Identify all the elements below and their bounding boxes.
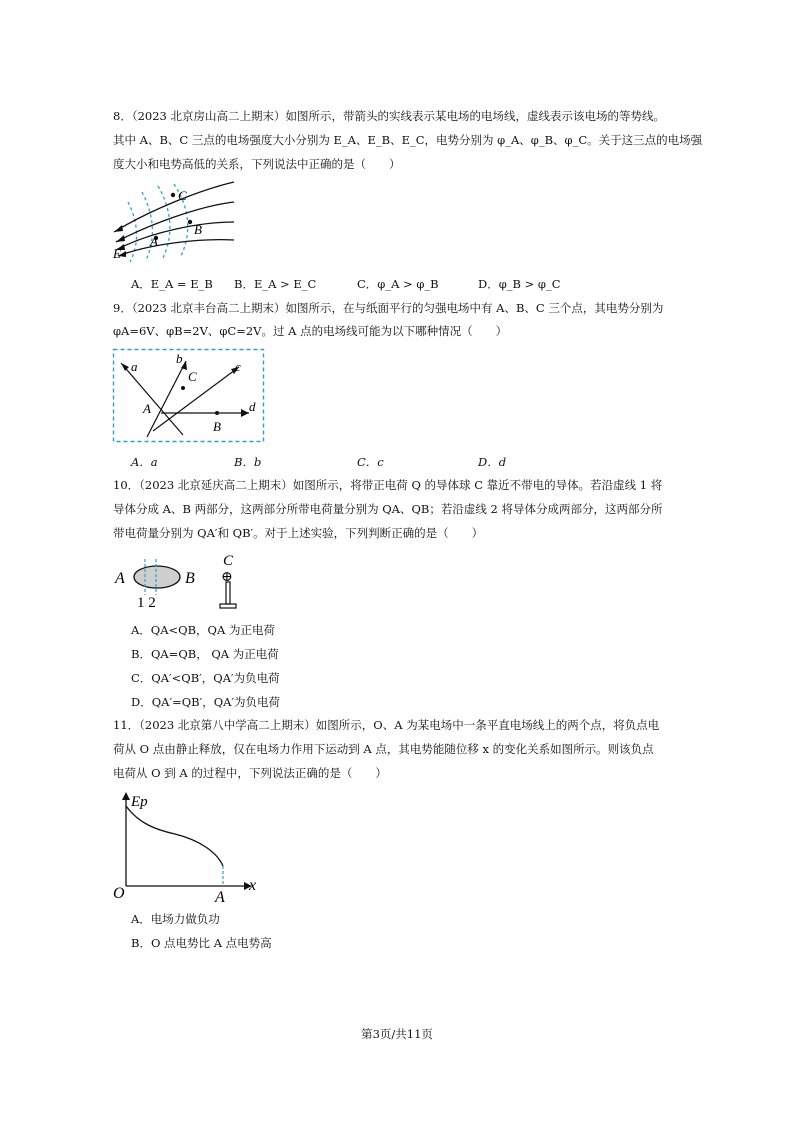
- q8-option-c[interactable]: C．φ_A > φ_B: [357, 277, 439, 291]
- q8-line-3: 度大小和电势高低的关系，下列说法中正确的是（ ）: [113, 157, 401, 171]
- q11-line-1: 11．（2023 北京第八中学高二上期末）如图所示，O、A 为某电场中一条平直电场线上的两个点，将负点电: [113, 718, 660, 732]
- q10-label-b: B: [185, 570, 195, 587]
- q9-option-d[interactable]: D．d: [478, 455, 507, 469]
- q11-line-3: 电荷从 O 到 A 的过程中，下列说法正确的是（ ）: [113, 766, 387, 780]
- q9-label-a: a: [131, 359, 138, 374]
- q10-option-a[interactable]: A．QA<QB，QA 为正电荷: [131, 623, 275, 637]
- q10-label-c: C: [223, 553, 234, 569]
- q11-option-b[interactable]: B．O 点电势比 A 点电势高: [131, 936, 272, 950]
- q11-energy-graph: [113, 790, 263, 906]
- q9-label-c: c: [235, 359, 241, 374]
- q8-label-e: E: [113, 246, 121, 261]
- q10-conductor-figure: [113, 551, 253, 613]
- q10-option-c[interactable]: C．QA′<QB′，QA′为负电荷: [131, 671, 280, 685]
- q10-line-1: 10．（2023 北京延庆高二上期末）如图所示，将带正电荷 Q 的导体球 C 靠近不带电的导体。若沿虚线 1 将: [113, 478, 663, 492]
- page-footer: 第3页/共11页: [361, 1027, 433, 1041]
- q8-option-b[interactable]: B．E_A > E_C: [234, 277, 317, 291]
- q8-line-1: 8．（2023 北京房山高二上期末）如图所示，带箭头的实线表示某电场的电场线，虚线表示该电场的等势线。: [113, 109, 665, 123]
- q9-label-b: b: [176, 351, 183, 366]
- q8-label-c: C: [178, 188, 187, 203]
- q9-option-b[interactable]: B．b: [234, 455, 262, 469]
- q8-label-b: B: [194, 222, 202, 237]
- q11-label-x: x: [249, 877, 257, 894]
- q10-line-2: 导体分成 A、B 两部分，这两部分所带电荷量分别为 QA、QB；若沿虚线 2 将导体分成两部分，这两部分所: [113, 502, 663, 516]
- q10-plus-sign: ⊕: [221, 570, 233, 585]
- q9-label-c-point: C: [188, 369, 197, 384]
- q11-option-a[interactable]: A．电场力做负功: [131, 912, 220, 926]
- q9-line-2: φA=6V、φB=2V、φC=2V。过 A 点的电场线可能为以下哪种情况（ ）: [113, 324, 508, 338]
- q11-label-ep: Ep: [131, 794, 148, 810]
- q9-option-c[interactable]: C．c: [357, 455, 384, 469]
- q10-option-b[interactable]: B．QA=QB， QA 为正电荷: [131, 647, 279, 661]
- q9-label-b-point: B: [213, 419, 221, 434]
- q8-option-a[interactable]: A．E_A = E_B: [131, 277, 213, 291]
- q9-field-figure: [113, 349, 265, 443]
- q8-field-figure: [110, 180, 250, 265]
- q8-line-2: 其中 A、B、C 三点的电场强度大小分别为 E_A、E_B、E_C，电势分别为 φ_A、φ_B、φ_C。关于这三点的电场强: [113, 133, 703, 147]
- q11-label-o: O: [113, 885, 125, 902]
- q8-label-a: A: [150, 234, 158, 249]
- q11-line-2: 荷从 O 点由静止释放，仅在电场力作用下运动到 A 点，其电势能随位移 x 的变化关系如图所示。则该负点: [113, 742, 654, 756]
- q11-label-a: A: [215, 889, 225, 906]
- q10-label-a: A: [115, 570, 125, 587]
- q10-line-3: 带电荷量分别为 QA′和 QB′。对于上述实验，下列判断正确的是（ ）: [113, 526, 484, 540]
- q9-line-1: 9．（2023 北京丰台高二上期末）如图所示，在与纸面平行的匀强电场中有 A、B、C 三个点，其电势分别为: [113, 301, 664, 315]
- q9-label-a-point: A: [143, 401, 151, 416]
- q8-option-d[interactable]: D．φ_B > φ_C: [478, 277, 561, 291]
- q10-option-d[interactable]: D．QA′=QB′，QA′为负电荷: [131, 695, 281, 709]
- q9-label-d: d: [249, 399, 256, 414]
- q10-line-numbers: 1 2: [137, 595, 156, 611]
- q9-option-a[interactable]: A．a: [131, 455, 158, 469]
